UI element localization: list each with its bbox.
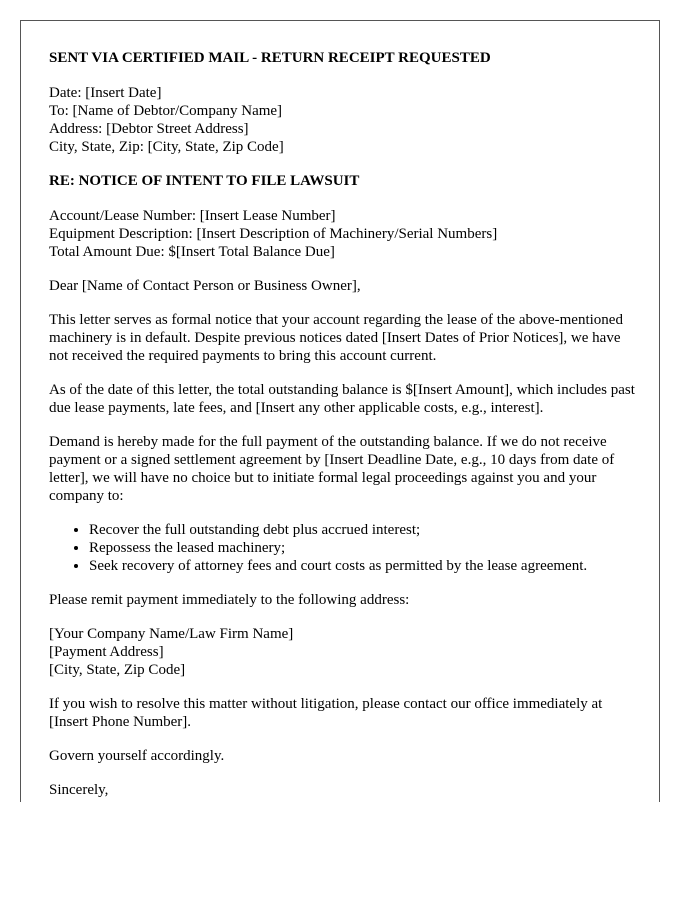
- mail-header: SENT VIA CERTIFIED MAIL - RETURN RECEIPT REQUESTED: [49, 50, 491, 66]
- to-line: To: [Name of Debtor/Company Name]: [49, 103, 283, 119]
- payment-address-line: [Payment Address]: [49, 644, 164, 660]
- company-name-line: [Your Company Name/Law Firm Name]: [49, 626, 294, 642]
- salutation: Dear [Name of Contact Person or Business Owner],: [49, 278, 361, 294]
- paragraph-demand: Demand is hereby made for the full payment of the outstanding balance. If we do not receive payment or a signed settlement agreement by [Insert Deadline Date, e.g., 10 days from date of letter], we will have no choice but to initiate formal legal proceedings against you and your company to:: [49, 434, 615, 504]
- letter-body: [49, 49, 639, 802]
- paragraph-govern-yourself: Govern yourself accordingly.: [49, 748, 225, 764]
- letter-page: [20, 20, 660, 802]
- remit-address-block: [49, 625, 639, 679]
- account-details-block: [49, 207, 639, 261]
- list-item: • Seek recovery of attorney fees and court costs as permitted by the lease agreement.: [89, 557, 639, 575]
- recipient-address-block: [49, 84, 639, 156]
- paragraph-remit-payment: Please remit payment immediately to the following address:: [49, 592, 410, 608]
- city-state-zip-line: City, State, Zip: [City, State, Zip Code]: [49, 139, 284, 155]
- paragraph-default-notice: This letter serves as formal notice that your account regarding the lease of the above-mentioned machinery is in default. Despite previous notices dated [Insert Dates of Prior Notices], we have not received the required payments to bring this account current.: [49, 312, 623, 364]
- address-line: Address: [Debtor Street Address]: [49, 121, 249, 137]
- re-subject-line: RE: NOTICE OF INTENT TO FILE LAWSUIT: [49, 173, 360, 189]
- remit-city-state-zip-line: [City, State, Zip Code]: [49, 662, 186, 678]
- total-amount-due-line: Total Amount Due: $[Insert Total Balance Due]: [49, 244, 335, 260]
- paragraph-outstanding-balance: As of the date of this letter, the total outstanding balance is $[Insert Amount], which includes past due lease payments, late fees, and [Insert any other applicable costs, e.g., interest].: [49, 382, 635, 416]
- list-item: • Recover the full outstanding debt plus accrued interest;: [89, 521, 639, 539]
- equipment-description-line: Equipment Description: [Insert Description of Machinery/Serial Numbers]: [49, 226, 498, 242]
- date-line: Date: [Insert Date]: [49, 85, 162, 101]
- paragraph-contact-office: If you wish to resolve this matter without litigation, please contact our office immediately at [Insert Phone Number].: [49, 696, 603, 730]
- account-number-line: Account/Lease Number: [Insert Lease Number]: [49, 208, 336, 224]
- list-item: • Repossess the leased machinery;: [89, 539, 639, 557]
- legal-actions-list: [49, 521, 639, 575]
- closing-line: Sincerely,: [49, 782, 109, 798]
